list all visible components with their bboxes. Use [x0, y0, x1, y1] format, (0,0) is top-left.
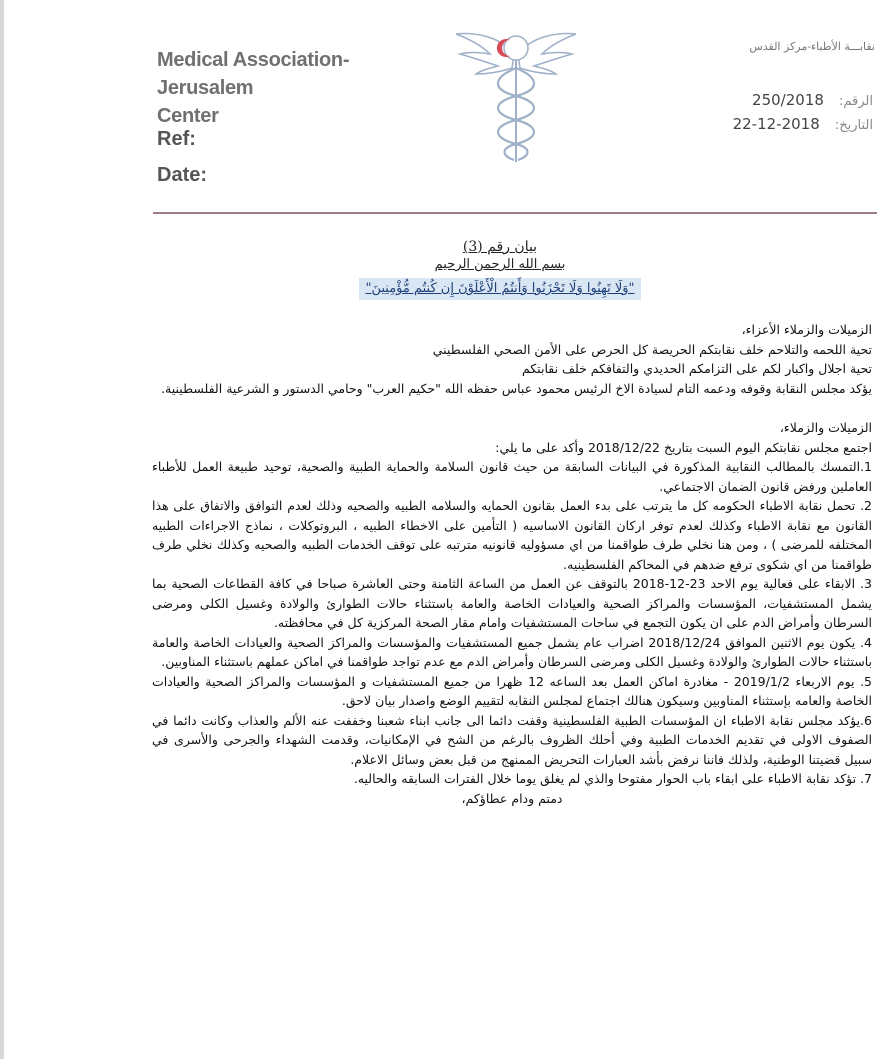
list-item: 4. يكون يوم الاثنين الموافق 2018/12/24 اضراب عام يشمل جميع المستشفيات والمؤسسات والمراكز الصحية والعيادات الخاصة والعامة باستثناء حالات الطوارئ والولادة وغسيل الكلى ومرضى السرطان وأمراض الدم مع عدم تواجد طواقمنا في اماكن عملهم باستثناء المناوبين.: [152, 634, 872, 669]
org-name-arabic: نقابـــة الأطباء-مركز القدس: [749, 40, 875, 53]
date-value: 22-12-2018: [732, 115, 820, 133]
caduceus-crescent-logo: [452, 24, 580, 166]
statement-body: [152, 320, 872, 808]
list-item: 7. تؤكد نقابة الاطباء على ابقاء باب الحوار مفتوحا والذي لم يغلق يوما خلال الفترات السابقه والحاليه.: [353, 771, 872, 786]
list-item: 6.يؤكد مجلس نقابة الاطباء ان المؤسسات الطبية الفلسطينية وقفت دائما الى جانب ابناء شعبنا وخففت عنه الألم والعذاب وكانت دائما في الصفوف الاولى في تقديم الخدمات الطبية وفي أحلك الظروف بالرغم من الشح في الإمكانيات، وقدمت الشهداء والجرحى والأسرى في سبيل قضيتنا الوطنية، ولذلك فاننا نرفض بأشد العبارات التحريض الممنهج من قبل بعض وسائل الاعلام.: [152, 712, 872, 767]
quran-verse: "وَلَا تَهِنُوا وَلَا تَحْزَنُوا وَأَنتُمُ الْأَعْلَوْنَ إِن كُنتُم مُّؤْمِنِينَ": [359, 278, 640, 300]
paragraph-gap: [152, 398, 872, 418]
date-label: Date:: [157, 164, 208, 186]
org-name-line2: Center: [157, 105, 219, 127]
body-line-1: تحية اللحمه والتلاحم خلف نقابتكم الحريصة كل الحرص على الأمن الصحي الفلسطيني: [432, 341, 872, 357]
list-item: 1.التمسك بالمطالب النقابية المذكورة في البيانات السابقة من حيث قانون السلامة والحماية الطبية والصحية، توحيد طبيعة العمل للأطباء العاملين ورفض قانون الضمان الاجتماعي.: [152, 459, 872, 494]
list-item: 2. تحمل نقابة الاطباء الحكومه كل ما يترتب على بدء العمل بقانون الحمايه والسلامه الطبيه والصحيه وذلك لعدم التوافق والاتفاق على هذا القانون مع نقابة الاطباء وكذلك لعدم توفر اركان القانون الاساسيه ( التأمين على الاخطاء الطبيه ، البروتوكلات ، نماذج الاجراءات الطبيه المختلفه للمرضى ) ، ومن هنا نخلي طرف طواقمنا من اي مسؤوليه قانونيه مترتبه على توقف الخدمات الطبيه والصحيه وكذلك نخلي طرف طواقمنا من اي شكوى ترفع ضدهم في المحاكم الفلسطينيه.: [152, 498, 872, 572]
number-value: 250/2018: [752, 91, 824, 109]
meeting-intro: اجتمع مجلس نقابتكم اليوم السبت بتاريخ 2018/12/22 وأكد على ما يلي:: [495, 439, 872, 455]
org-name-english: [157, 46, 437, 130]
list-item: 3. الابقاء على فعالية يوم الاحد 23-12-2018 بالتوقف عن العمل من الساعة الثامنة وحتى العاشرة صباحا في كافة القطاعات الصحية بما يشمل المستشفيات، المؤسسات والمراكز الصحية والعيادات الخاصة والعامة باستثناء حالات الطوارئ والولادة وغسيل الكلى ومرضى السرطان وأمراض الدم على ان يكون التجمع في ساحات المستشفيات وامام مقار الصحة المركزية كل في محافظته.: [152, 576, 872, 630]
page-edge-shadow: [0, 0, 4, 1059]
number-label: الرقم:: [839, 94, 873, 109]
statement-heading: [300, 238, 700, 300]
date-label-arabic: التاريخ:: [834, 118, 873, 133]
closing: دمتم ودام عطاؤكم،: [461, 790, 563, 806]
basmala: بسم الله الرحمن الرحيم: [434, 257, 566, 272]
body-line-3: يؤكد مجلس النقابة وقوفه ودعمه التام لسيادة الاخ الرئيس محمود عباس حفظه الله "حكيم العرب" وحامي الدستور و الشرعية الفلسطينية.: [161, 380, 872, 396]
greeting-2: الزميلات والزملاء،: [779, 420, 872, 435]
date-row: [733, 114, 873, 133]
number-row: [752, 90, 873, 109]
body-line-2: تحية اجلال واكبار لكم على التزامكم الحديدي والتفافكم خلف نقابتكم: [521, 361, 872, 376]
ref-label: Ref:: [157, 128, 196, 150]
greeting: الزميلات والزملاء الأعزاء،: [741, 322, 872, 337]
list-item: 5. يوم الاربعاء 2019/1/2 - مغادرة اماكن العمل بعد الساعه 12 ظهرا من جميع المستشفيات و المؤسسات والمراكز الصحية والعيادات الخاصة والعامه بإستثناء المناوبين وسيكون هنالك اجتماع لمجلس النقابه لتقييم الوضع واصدار بيان لاحق.: [152, 673, 872, 708]
org-name-line1: Medical Association-Jerusalem: [157, 49, 350, 99]
header-divider: [153, 212, 877, 214]
statement-title: بيان رقم (3): [462, 239, 538, 255]
